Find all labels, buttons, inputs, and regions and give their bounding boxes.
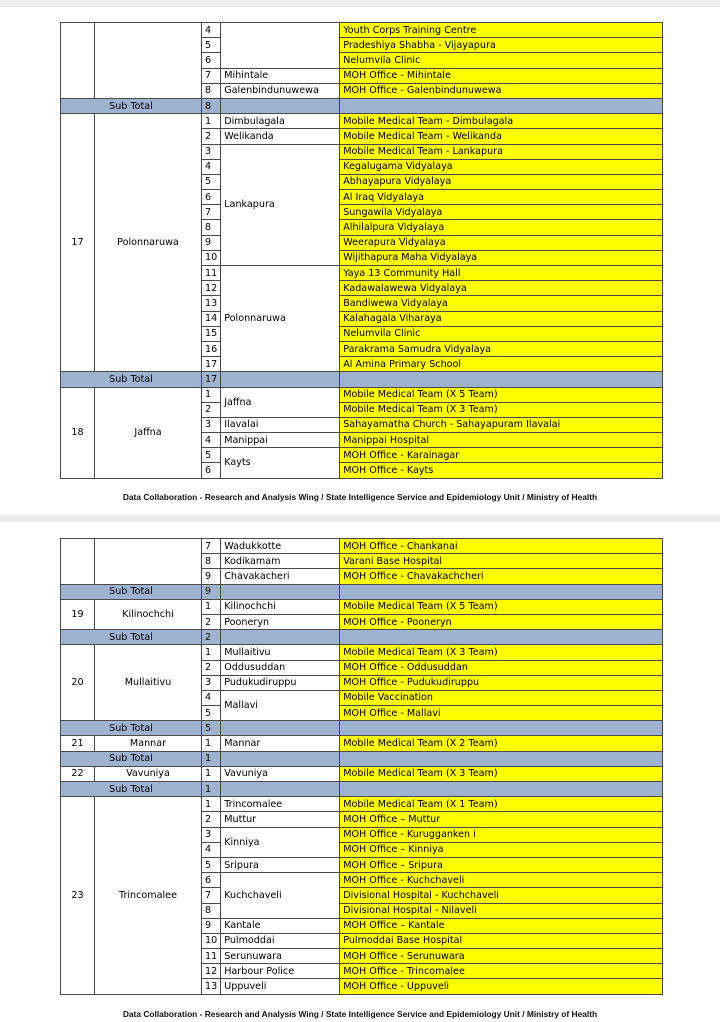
moh-area-cell: Kantale (221, 918, 340, 933)
location-cell: Alhilalpura Vidyalaya (340, 220, 663, 235)
district-cell: Mannar (95, 736, 202, 751)
centre-no-cell: 4 (202, 690, 221, 705)
district-cell: Polonnaruwa (95, 114, 202, 372)
centre-no-cell: 13 (202, 979, 221, 994)
location-cell: Mobile Medical Team (X 5 Team) (340, 599, 663, 614)
centre-no-cell: 1 (202, 736, 221, 751)
location-cell: Yaya 13 Community Hall (340, 266, 663, 281)
centre-no-cell: 9 (202, 569, 221, 584)
centre-no-cell: 9 (202, 918, 221, 933)
moh-area-cell: Chavakacheri (221, 569, 340, 584)
location-cell: Manippai Hospital (340, 433, 663, 448)
serial-cell (61, 539, 95, 585)
location-cell: MOH Office - Pooneryn (340, 614, 663, 629)
centre-no-cell: 3 (202, 675, 221, 690)
centre-no-cell: 12 (202, 964, 221, 979)
serial-cell: 22 (61, 766, 95, 781)
moh-area-cell: Kuchchaveli (221, 873, 340, 919)
district-cell: Mullaitivu (95, 645, 202, 721)
location-cell: Mobile Medical Team - Dimbulagala (340, 114, 663, 129)
table-row (61, 599, 663, 614)
location-cell: Sungawila Vidyalaya (340, 205, 663, 220)
centre-no-cell: 11 (202, 266, 221, 281)
centre-no-cell: 2 (202, 614, 221, 629)
centre-no-cell: 15 (202, 326, 221, 341)
subtotal-label: Sub Total (61, 782, 202, 797)
centre-no-cell: 2 (202, 402, 221, 417)
location-cell: Divisional Hospital - Kuchchaveli (340, 888, 663, 903)
location-cell: MOH Office - Chavakachcheri (340, 569, 663, 584)
location-cell: Parakrama Samudra Vidyalaya (340, 341, 663, 356)
serial-cell: 18 (61, 387, 95, 478)
location-cell: MOH Office – Kinniya (340, 842, 663, 857)
moh-area-cell: Muttur (221, 812, 340, 827)
centre-no-cell: 3 (202, 417, 221, 432)
table-row (61, 114, 663, 129)
centre-no-cell: 2 (202, 660, 221, 675)
serial-cell: 17 (61, 114, 95, 372)
district-cell: Vavuniya (95, 766, 202, 781)
moh-area-cell: Mihintale (221, 68, 340, 83)
location-cell: MOH Office - Oddusuddan (340, 660, 663, 675)
subtotal-label: Sub Total (61, 721, 202, 736)
centre-no-cell: 8 (202, 554, 221, 569)
centre-no-cell: 1 (202, 797, 221, 812)
location-cell: Sahayamatha Church - Sahayapuram Ilavalai (340, 417, 663, 432)
moh-area-cell: Pooneryn (221, 614, 340, 629)
location-cell: Kadawalawewa Vidyalaya (340, 281, 663, 296)
moh-area-cell: Polonnaruwa (221, 266, 340, 372)
centre-no-cell: 1 (202, 114, 221, 129)
moh-area-cell: Oddusuddan (221, 660, 340, 675)
table-row (61, 645, 663, 660)
location-cell: Mobile Medical Team - Lankapura (340, 144, 663, 159)
centre-no-cell: 6 (202, 190, 221, 205)
centre-no-cell: 8 (202, 903, 221, 918)
centre-no-cell: 10 (202, 250, 221, 265)
moh-area-cell: Galenbindunuwewa (221, 83, 340, 98)
table-row (61, 797, 663, 812)
subtotal-row (61, 98, 663, 113)
location-cell: Mobile Medical Team (X 2 Team) (340, 736, 663, 751)
moh-area-cell: Wadukkotte (221, 539, 340, 554)
moh-area-cell: Uppuveli (221, 979, 340, 994)
subtotal-label: Sub Total (61, 98, 202, 113)
location-cell: MOH Office - Chankanai (340, 539, 663, 554)
moh-area-cell: Pulmoddai (221, 933, 340, 948)
centre-no-cell: 4 (202, 842, 221, 857)
location-cell: Youth Corps Training Centre (340, 23, 663, 38)
centre-no-cell: 3 (202, 827, 221, 842)
location-cell: Al Iraq Vidyalaya (340, 190, 663, 205)
location-cell: Mobile Vaccination (340, 690, 663, 705)
centres-table-2 (60, 538, 663, 995)
centre-no-cell: 13 (202, 296, 221, 311)
location-cell: Varani Base Hospital (340, 554, 663, 569)
moh-area-cell: Kilinochchi (221, 599, 340, 614)
subtotal-label: Sub Total (61, 584, 202, 599)
location-cell: MOH Office - Pudukudiruppu (340, 675, 663, 690)
moh-area-cell: Kinniya (221, 827, 340, 857)
location-cell: MOH Office - Mihintale (340, 68, 663, 83)
moh-area-cell: Sripura (221, 857, 340, 872)
location-cell: Mobile Medical Team - Welikanda (340, 129, 663, 144)
centre-no-cell: 5 (202, 857, 221, 872)
location-cell: MOH Office – Muttur (340, 812, 663, 827)
district-cell (95, 539, 202, 585)
page-footer: Data Collaboration - Research and Analysis Wing / State Intelligence Service and Epidemiology Unit / Ministry of Health (122, 492, 598, 502)
centre-no-cell: 9 (202, 235, 221, 250)
subtotal-value: 1 (202, 782, 221, 797)
table-row (61, 539, 663, 554)
location-cell: MOH Office - Uppuveli (340, 979, 663, 994)
moh-area-cell: Welikanda (221, 129, 340, 144)
subtotal-label: Sub Total (61, 372, 202, 387)
location-cell: Mobile Medical Team (X 5 Team) (340, 387, 663, 402)
centre-no-cell: 8 (202, 220, 221, 235)
district-cell: Kilinochchi (95, 599, 202, 629)
location-cell: MOH Office - Trincomalee (340, 964, 663, 979)
subtotal-label: Sub Total (61, 630, 202, 645)
moh-area-cell: Trincomalee (221, 797, 340, 812)
centre-no-cell: 5 (202, 448, 221, 463)
centre-no-cell: 5 (202, 174, 221, 189)
location-cell: MOH Office - Kurugganken i (340, 827, 663, 842)
location-cell: Kalahagala Viharaya (340, 311, 663, 326)
location-cell: MOH Office - Serunuwara (340, 949, 663, 964)
moh-area-cell: Manippai (221, 433, 340, 448)
centre-no-cell: 7 (202, 888, 221, 903)
moh-area-cell: Mallavi (221, 690, 340, 720)
centre-no-cell: 4 (202, 433, 221, 448)
moh-area-cell: Mannar (221, 736, 340, 751)
centre-no-cell: 7 (202, 68, 221, 83)
location-cell: Pulmoddai Base Hospital (340, 933, 663, 948)
location-cell: Al Amina Primary School (340, 357, 663, 372)
subtotal-label: Sub Total (61, 751, 202, 766)
centre-no-cell: 1 (202, 645, 221, 660)
district-cell: Jaffna (95, 387, 202, 478)
subtotal-row (61, 630, 663, 645)
serial-cell: 20 (61, 645, 95, 721)
location-cell: Nelumvila Clinic (340, 326, 663, 341)
centre-no-cell: 8 (202, 83, 221, 98)
table-row (61, 736, 663, 751)
moh-area-cell: Vavuniya (221, 766, 340, 781)
document-page-1 (0, 7, 720, 515)
location-cell: MOH Office - Karainagar (340, 448, 663, 463)
moh-area-cell: Harbour Police (221, 964, 340, 979)
table-row (61, 766, 663, 781)
moh-area-cell: Ilavalai (221, 417, 340, 432)
table-row (61, 23, 663, 38)
location-cell: MOH Office - Galenbindunuwewa (340, 83, 663, 98)
subtotal-row (61, 751, 663, 766)
location-cell: Weerapura Vidyalaya (340, 235, 663, 250)
centre-no-cell: 3 (202, 144, 221, 159)
location-cell: Mobile Medical Team (X 1 Team) (340, 797, 663, 812)
centre-no-cell: 14 (202, 311, 221, 326)
moh-area-cell: Kodikamam (221, 554, 340, 569)
moh-area-cell: Pudukudiruppu (221, 675, 340, 690)
centre-no-cell: 4 (202, 159, 221, 174)
subtotal-value: 2 (202, 630, 221, 645)
location-cell: Mobile Medical Team (X 3 Team) (340, 766, 663, 781)
centre-no-cell: 10 (202, 933, 221, 948)
moh-area-cell: Mullaitivu (221, 645, 340, 660)
document-page-2 (0, 522, 720, 1022)
centre-no-cell: 7 (202, 539, 221, 554)
moh-area-cell: Jaffna (221, 387, 340, 417)
subtotal-row (61, 372, 663, 387)
district-cell: Trincomalee (95, 797, 202, 994)
location-cell: MOH Office - Kayts (340, 463, 663, 478)
location-cell: MOH Office – Sripura (340, 857, 663, 872)
location-cell: MOH Office - Mallavi (340, 706, 663, 721)
centre-no-cell: 5 (202, 706, 221, 721)
subtotal-row (61, 584, 663, 599)
location-cell: Bandiwewa Vidyalaya (340, 296, 663, 311)
centre-no-cell: 6 (202, 53, 221, 68)
subtotal-value: 8 (202, 98, 221, 113)
page-footer: Data Collaboration - Research and Analysis Wing / State Intelligence Service and Epidemiology Unit / Ministry of Health (122, 1009, 598, 1019)
location-cell: Abhayapura Vidyalaya (340, 174, 663, 189)
centre-no-cell: 2 (202, 812, 221, 827)
moh-area-cell (221, 23, 340, 69)
serial-cell: 21 (61, 736, 95, 751)
centres-table-1 (60, 22, 663, 479)
moh-area-cell: Serunuwara (221, 949, 340, 964)
location-cell: MOH Office - Kuchchaveli (340, 873, 663, 888)
location-cell: Mobile Medical Team (X 3 Team) (340, 645, 663, 660)
moh-area-cell: Kayts (221, 448, 340, 478)
subtotal-value: 9 (202, 584, 221, 599)
centre-no-cell: 6 (202, 463, 221, 478)
location-cell: Kegalugama Vidyalaya (340, 159, 663, 174)
subtotal-value: 1 (202, 751, 221, 766)
subtotal-value: 5 (202, 721, 221, 736)
centre-no-cell: 1 (202, 387, 221, 402)
location-cell: MOH Office – Kantale (340, 918, 663, 933)
centre-no-cell: 1 (202, 766, 221, 781)
centre-no-cell: 11 (202, 949, 221, 964)
centre-no-cell: 16 (202, 341, 221, 356)
serial-cell: 23 (61, 797, 95, 994)
centre-no-cell: 7 (202, 205, 221, 220)
centre-no-cell: 12 (202, 281, 221, 296)
district-cell (95, 23, 202, 99)
serial-cell (61, 23, 95, 99)
table-row (61, 387, 663, 402)
location-cell: Wijithapura Maha Vidyalaya (340, 250, 663, 265)
subtotal-row (61, 721, 663, 736)
centre-no-cell: 5 (202, 38, 221, 53)
centre-no-cell: 4 (202, 23, 221, 38)
subtotal-value: 17 (202, 372, 221, 387)
centre-no-cell: 1 (202, 599, 221, 614)
location-cell: Pradeshiya Shabha - Vijayapura (340, 38, 663, 53)
serial-cell: 19 (61, 599, 95, 629)
moh-area-cell: Dimbulagala (221, 114, 340, 129)
moh-area-cell: Lankapura (221, 144, 340, 266)
centre-no-cell: 6 (202, 873, 221, 888)
centre-no-cell: 17 (202, 357, 221, 372)
subtotal-row (61, 782, 663, 797)
location-cell: Nelumvila Clinic (340, 53, 663, 68)
location-cell: Mobile Medical Team (X 3 Team) (340, 402, 663, 417)
centre-no-cell: 2 (202, 129, 221, 144)
location-cell: Divisional Hospital - Nilaveli (340, 903, 663, 918)
